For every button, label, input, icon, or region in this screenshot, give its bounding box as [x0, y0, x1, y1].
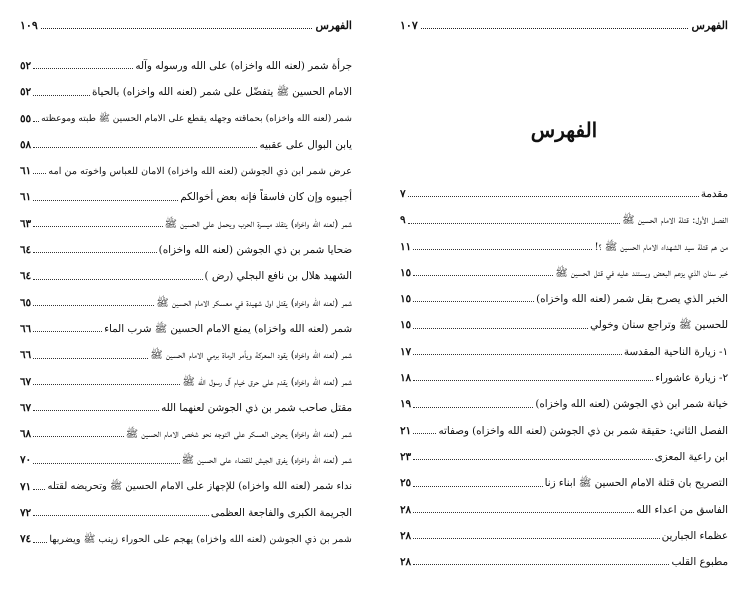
- toc-entry-page-number: ٦٥: [20, 296, 32, 309]
- leader-dots: [413, 459, 653, 460]
- right-page: [382, 0, 742, 596]
- toc-entry-page-number: ٥٥: [20, 112, 32, 125]
- toc-entry-page-number: ١٥: [400, 319, 412, 332]
- toc-entry-title: أجيبوه وإن كان فاسقاً فإنه بعض أخوالكم: [180, 191, 352, 204]
- toc-entry-title: ابن راعية المعزى: [654, 450, 728, 463]
- toc-entry-title: الفصل الأول: قتلة الامام الحسين ﷺ: [622, 214, 728, 227]
- toc-entry-page-number: ٢١: [400, 424, 412, 437]
- toc-entry-page-number: ٦٨: [20, 428, 32, 441]
- toc-entry-title: للحسين ﷺ وتراجع سنان وخولي: [590, 319, 728, 332]
- toc-entry: [400, 227, 728, 253]
- toc-entry-page-number: ١٩: [400, 398, 412, 411]
- toc-entry-page-number: ٦١: [20, 165, 32, 178]
- left-header-title: الفهرس: [315, 19, 352, 32]
- header-leader-dots: [41, 28, 313, 29]
- toc-entry: [20, 256, 352, 282]
- toc-entry: [400, 358, 728, 384]
- toc-entry: [20, 151, 352, 177]
- toc-entry-title: خيانة شمر ابن ذي الجوشن (لعنه الله واخزاه): [535, 398, 728, 411]
- toc-entry-page-number: ٦١: [20, 191, 32, 204]
- toc-entry: [20, 230, 352, 256]
- toc-entry-title: نداء شمر (لعنه الله واخزاه) للإجهاز على الامام الحسين ﷺ وتحريضه لقتله: [47, 481, 352, 493]
- toc-entry-page-number: ٥٨: [20, 138, 32, 151]
- toc-entry-page-number: ٢٨: [400, 556, 412, 569]
- right-toc-list: [400, 174, 728, 568]
- toc-entry: [400, 305, 728, 331]
- leader-dots: [408, 196, 699, 197]
- leader-dots: [33, 279, 202, 280]
- left-toc-list: [20, 46, 352, 546]
- toc-entry-title: شمر (لعنه الله واخزاه) يقود المعركة ويأمر الرماة برمي الامام الحسين ﷺ: [150, 349, 352, 362]
- leader-dots: [413, 564, 669, 565]
- toc-entry: [20, 46, 352, 72]
- toc-entry-title: شمر (لعنه الله واخزاه) يقتل اول شهيدة في معسكر الامام الحسين ﷺ: [156, 296, 352, 309]
- toc-entry-title: الامام الحسين ﷺ يتفضّل على شمر (لعنه الله واخزاه) بالحياة: [92, 86, 352, 99]
- leader-dots: [413, 328, 588, 329]
- toc-entry: [20, 125, 352, 151]
- toc-entry: [20, 309, 352, 335]
- toc-entry-title: شمر (لعنه الله واخزاه) بحماقته وجهله يقطع على الامام الحسين ﷺ طبته وموعظته: [41, 113, 352, 124]
- toc-entry-page-number: ٥٢: [20, 59, 32, 72]
- toc-entry-title: ١- زيارة الناحية المقدسة: [623, 345, 728, 358]
- toc-entry-title: جرأة شمر (لعنه الله واخزاه) على الله ورسوله وآله: [135, 59, 352, 72]
- toc-entry: [20, 362, 352, 388]
- toc-entry-page-number: ٢٨: [400, 529, 412, 542]
- header-leader-dots: [421, 28, 689, 29]
- leader-dots: [413, 275, 553, 276]
- leader-dots: [33, 226, 162, 227]
- toc-entry-title: الجريمة الكبرى والفاجعة العظمى: [210, 507, 352, 519]
- toc-entry: [400, 516, 728, 542]
- toc-entry-page-number: ٢٥: [400, 477, 412, 490]
- toc-entry: [20, 493, 352, 519]
- leader-dots: [413, 512, 634, 513]
- toc-entry-title: شمر (لعنه الله واخزاه) يقدم على حرق خيام آل رسول الله ﷺ: [182, 375, 352, 388]
- toc-entry: [20, 335, 352, 361]
- toc-entry: [400, 411, 728, 437]
- toc-entry-page-number: ١٥: [400, 266, 412, 279]
- toc-entry-title: ضحايا شمر بن ذي الجوشن (لعنه الله واخزاه): [158, 244, 352, 257]
- toc-entry-title: يابن البوال على عقبيه: [259, 138, 352, 151]
- leader-dots: [33, 463, 179, 464]
- leader-dots: [33, 410, 159, 411]
- leader-dots: [33, 489, 45, 490]
- toc-entry: [20, 440, 352, 466]
- toc-section-title: الفهرس: [530, 118, 598, 142]
- toc-entry: [400, 174, 728, 200]
- leader-dots: [413, 249, 592, 250]
- leader-dots: [413, 538, 660, 539]
- leader-dots: [408, 223, 621, 224]
- toc-entry-page-number: ٦٧: [20, 401, 32, 414]
- leader-dots: [413, 301, 534, 302]
- toc-entry: [400, 384, 728, 410]
- toc-entry: [400, 542, 728, 568]
- toc-entry-page-number: ٦٤: [20, 244, 32, 257]
- toc-entry: [20, 72, 352, 98]
- left-page-header: [20, 14, 352, 32]
- right-page-header: [400, 14, 728, 32]
- toc-entry-page-number: ١١: [400, 240, 412, 253]
- toc-entry-title: الفاسق من اعداء الله: [636, 503, 728, 516]
- toc-entry-page-number: ٦٧: [20, 375, 32, 388]
- toc-entry-title: عرض شمر ابن ذي الجوشن (لعنه الله واخزاه) الامان للعباس واخوته من امه: [48, 165, 352, 177]
- leader-dots: [33, 200, 178, 201]
- toc-entry-title: عظماء الجبارين: [661, 529, 728, 542]
- toc-entry-page-number: ٥٢: [20, 86, 32, 99]
- toc-entry: [400, 437, 728, 463]
- toc-entry: [400, 279, 728, 305]
- leader-dots: [33, 515, 209, 516]
- toc-entry-page-number: ٧١: [20, 480, 32, 493]
- leader-dots: [33, 121, 39, 122]
- toc-entry-page-number: ٢٣: [400, 450, 412, 463]
- toc-entry-title: مقدمة: [700, 187, 728, 200]
- toc-entry-page-number: ٦٤: [20, 270, 32, 283]
- toc-entry-title: شمر بن ذي الجوشن (لعنه الله واخزاه) يهجم على الحوراء زينب ﷺ ويضربها: [49, 534, 352, 545]
- toc-entry-page-number: ١٨: [400, 372, 412, 385]
- toc-entry-page-number: ٦٦: [20, 349, 32, 362]
- toc-entry-title: خبر سنان الذي يزعم البعض ويستند عليه في قتل الحسين ﷺ: [555, 266, 728, 279]
- toc-entry: [20, 388, 352, 414]
- leader-dots: [413, 407, 533, 408]
- toc-entry: [20, 283, 352, 309]
- toc-entry: [20, 467, 352, 493]
- left-page: [8, 0, 368, 596]
- toc-entry: [20, 414, 352, 440]
- toc-entry-title: الفصل الثاني: حقيقة شمر بن ذي الجوشن (لعنه الله واخزاه) وصفاته: [438, 424, 728, 437]
- toc-entry: [20, 519, 352, 545]
- leader-dots: [33, 358, 148, 359]
- toc-entry-title: الخبر الذي يصرح بقل شمر (لعنه الله واخزاه): [536, 293, 728, 306]
- toc-entry: [20, 204, 352, 230]
- leader-dots: [33, 147, 257, 148]
- toc-entry-title: مطبوع القلب: [671, 556, 728, 569]
- toc-entry: [400, 200, 728, 226]
- toc-entry: [400, 463, 728, 489]
- leader-dots: [413, 486, 543, 487]
- toc-entry: [400, 332, 728, 358]
- leader-dots: [33, 542, 47, 543]
- left-header-page-number: ١٠٩: [20, 19, 38, 32]
- toc-entry-page-number: ٧٢: [20, 507, 32, 519]
- toc-entry-page-number: ٦٦: [20, 322, 32, 335]
- toc-entry: [400, 490, 728, 516]
- leader-dots: [33, 252, 157, 253]
- leader-dots: [33, 331, 102, 332]
- toc-entry-title: شمر (لعنه الله واخزاه) يفرق الجيش للقضاء على الحسين ﷺ: [181, 454, 352, 467]
- toc-entry-page-number: ٧: [400, 187, 406, 200]
- page-gutter: [372, 0, 378, 596]
- toc-entry-page-number: ٧٠: [20, 454, 32, 467]
- toc-entry-page-number: ١٧: [400, 345, 412, 358]
- toc-entry: [400, 253, 728, 279]
- toc-entry-title: الشهيد هلال بن نافع البجلي (رض ): [204, 270, 352, 283]
- leader-dots: [33, 436, 124, 437]
- leader-dots: [33, 95, 90, 96]
- leader-dots: [413, 380, 653, 381]
- right-header-page-number: ١٠٧: [400, 19, 418, 32]
- toc-entry-page-number: ٧٤: [20, 533, 32, 546]
- toc-entry-page-number: ٦٣: [20, 217, 32, 230]
- toc-entry-title: التصريح بان قتلة الامام الحسين ﷺ ابناء زنا: [544, 477, 728, 490]
- toc-entry-title: شمر (لعنه الله واخزاه) يتقلد ميسرة الحرب ويحمل على الحسين ﷺ: [164, 217, 352, 230]
- toc-entry-title: شمر (لعنه الله واخزاه) يحرض العسكر على التوجه نحو شخص الامام الحسين ﷺ: [125, 428, 352, 441]
- toc-entry: [20, 99, 352, 125]
- right-header-title: الفهرس: [691, 19, 728, 32]
- toc-entry-title: مقتل صاحب شمر بن ذي الجوشن لعنهما الله: [161, 401, 352, 414]
- leader-dots: [33, 68, 133, 69]
- toc-entry-page-number: ١٥: [400, 293, 412, 306]
- toc-entry-title: ٢- زيارة عاشوراء: [655, 372, 728, 385]
- leader-dots: [33, 173, 46, 174]
- toc-entry-page-number: ٩: [400, 214, 406, 227]
- leader-dots: [413, 433, 436, 434]
- leader-dots: [413, 354, 622, 355]
- leader-dots: [33, 384, 180, 385]
- toc-entry-title: شمر (لعنه الله واخزاه) يمنع الامام الحسين ﷺ شرب الماء: [104, 322, 352, 335]
- toc-entry-page-number: ٢٨: [400, 503, 412, 516]
- toc-entry: [20, 177, 352, 203]
- toc-entry-title: من هم قتلة سيد الشهداء الامام الحسين ﷺ ؟!: [594, 240, 728, 253]
- leader-dots: [33, 305, 154, 306]
